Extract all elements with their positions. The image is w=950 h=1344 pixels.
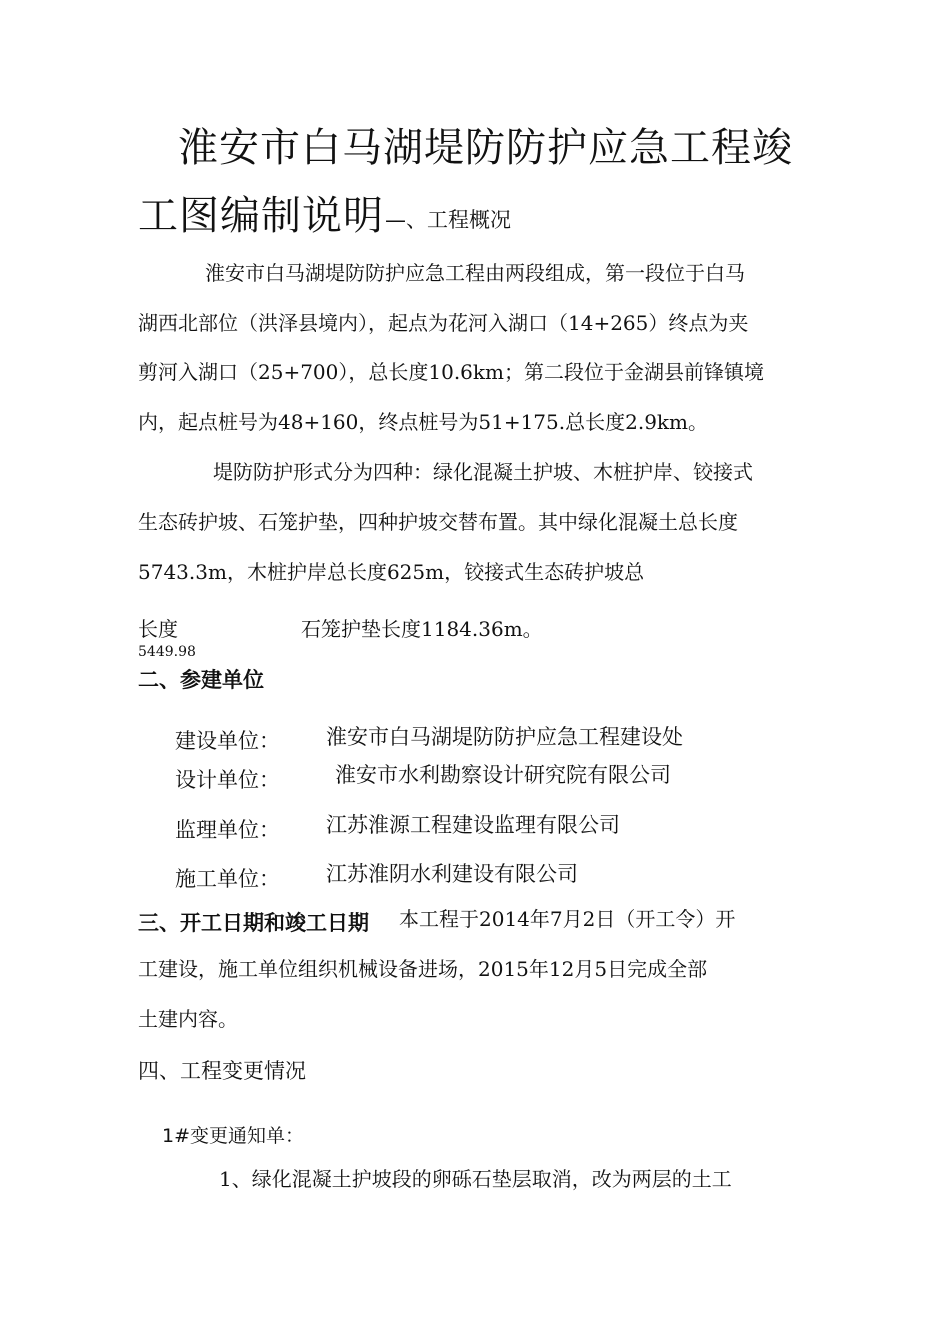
document-title-line-2: 工图编制说明 bbox=[138, 193, 384, 239]
participant-label-construction: 建设单位： bbox=[175, 729, 280, 753]
overview-line-1: 淮安市白马湖堤防防护应急工程由两段组成，第一段位于白马 bbox=[205, 261, 745, 285]
participant-value-construction: 淮安市白马湖堤防防护应急工程建设处 bbox=[326, 725, 683, 749]
protection-line-1: 堤防防护形式分为四种：绿化混凝土护坡、木桩护岸、铰接式 bbox=[213, 460, 753, 484]
participant-value-contractor: 江苏淮阴水利建设有限公司 bbox=[326, 862, 578, 886]
protection-line-3: 5743.3m，木桩护岸总长度625m，铰接式生态砖护坡总 bbox=[138, 560, 645, 584]
section-2-heading: 二、参建单位 bbox=[138, 668, 264, 692]
change-notice-title: 1#变更通知单： bbox=[162, 1125, 305, 1147]
document-title-line-1: 淮安市白马湖堤防防护应急工程竣 bbox=[178, 125, 793, 171]
section-3-line-1: 本工程于2014年7月2日（开工令）开 bbox=[399, 907, 736, 931]
clipped-number: 5449.98 bbox=[138, 644, 196, 660]
change-item-1: 1、绿化混凝土护坡段的卵砾石垫层取消，改为两层的土工 bbox=[219, 1167, 732, 1191]
section-4-heading: 四、工程变更情况 bbox=[138, 1059, 306, 1083]
section-3-line-2: 工建设，施工单位组织机械设备进场，2015年12月5日完成全部 bbox=[138, 957, 708, 981]
section-3-heading: 三、开工日期和竣工日期 bbox=[138, 911, 369, 935]
section-1-heading: —、工程概况 bbox=[385, 208, 511, 232]
overview-line-2: 湖西北部位（洪泽县境内），起点为花河入湖口（14+265）终点为夹 bbox=[138, 311, 749, 335]
protection-line-4-left: 长度 bbox=[138, 617, 178, 641]
overview-line-3: 剪河入湖口（25+700），总长度10.6km；第二段位于金湖县前锋镇境 bbox=[138, 360, 764, 384]
participant-value-design: 淮安市水利勘察设计研究院有限公司 bbox=[335, 763, 671, 787]
protection-line-2: 生态砖护坡、石笼护垫，四种护坡交替布置。其中绿化混凝土总长度 bbox=[138, 510, 738, 534]
participant-value-supervision: 江苏淮源工程建设监理有限公司 bbox=[326, 813, 620, 837]
section-3-line-3: 土建内容。 bbox=[138, 1007, 238, 1031]
participant-label-design: 设计单位： bbox=[175, 768, 280, 792]
overview-line-4: 内，起点桩号为48+160，终点桩号为51+175.总长度2.9km。 bbox=[138, 410, 709, 434]
protection-line-4-right: 石笼护垫长度1184.36m。 bbox=[301, 617, 543, 641]
participant-label-contractor: 施工单位： bbox=[175, 867, 280, 891]
participant-label-supervision: 监理单位： bbox=[175, 818, 280, 842]
